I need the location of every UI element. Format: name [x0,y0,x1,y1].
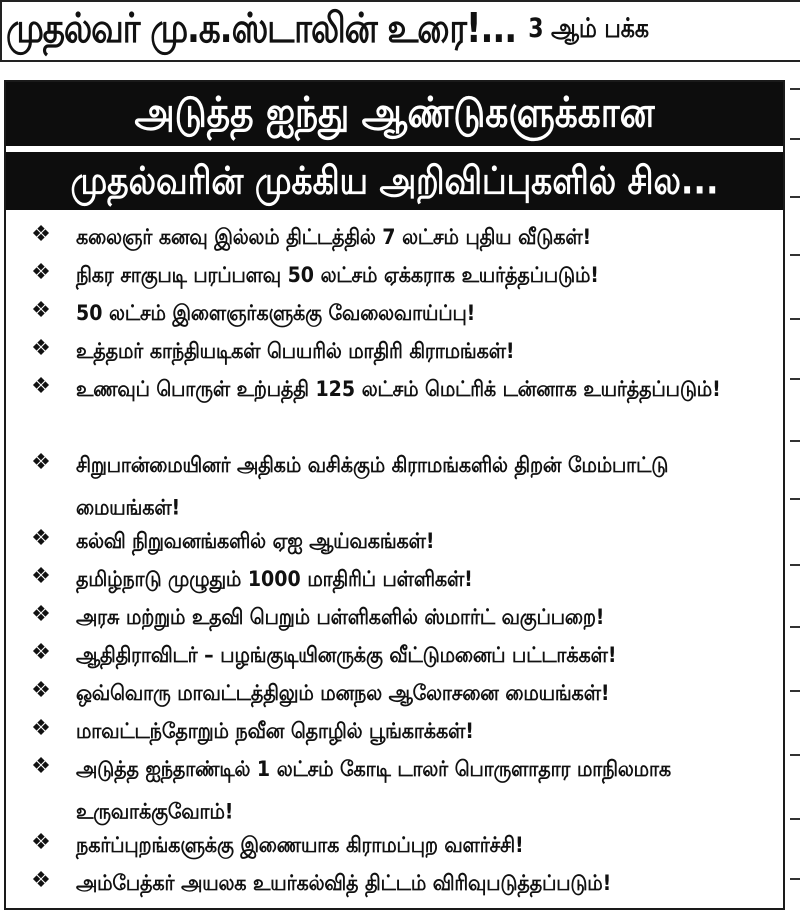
list-item-text: 50 லட்சம் இளைஞர்களுக்கு வேலைவாய்ப்பு! [76,300,476,326]
adjacent-column-fragment [790,138,800,140]
banner-heading-line-1 [6,82,783,146]
adjacent-column-fragment [790,440,800,442]
list-item [6,330,783,368]
list-item [6,444,783,520]
list-item-text: அடுத்த ஐந்தாண்டில் 1 லட்சம் கோடி டாலர் பொருளாதார மாநிலமாக உருவாக்குவோம்! [76,756,672,825]
list-item [6,862,783,900]
adjacent-column-edge [790,78,800,917]
diamond-bullet-icon: ❖ [31,640,51,665]
diamond-bullet-icon: ❖ [31,602,51,627]
banner-heading-line-2 [6,152,783,210]
list-item [6,596,783,634]
list-item-text: தமிழ்நாடு முழுதும் 1000 மாதிரிப் பள்ளிகள்! [76,566,473,592]
list-item [6,254,783,292]
headline-page-reference: 3 ஆம் பக்க [528,14,649,45]
adjacent-column-fragment [790,690,800,692]
list-item-text: ஆதிதிராவிடர் – பழங்குடியினருக்கு வீட்டுமனைப் பட்டாக்கள்! [76,642,617,668]
list-item-text: சிறுபான்மையினர் அதிகம் வசிக்கும் கிராமங்களில் திறன் மேம்பாட்டு மையங்கள்! [76,452,669,521]
diamond-bullet-icon: ❖ [31,374,51,399]
list-item [6,216,783,254]
list-item [6,368,783,406]
list-item [6,520,783,558]
list-item [6,672,783,710]
diamond-bullet-icon: ❖ [31,526,51,551]
list-item-text: நிகர சாகுபடி பரப்பளவு 50 லட்சம் ஏக்கராக உயர்த்தப்படும்! [76,262,599,288]
headline-title: முதல்வர் மு.க.ஸ்டாலின் உரை!... [6,4,517,53]
list-item [6,634,783,672]
diamond-bullet-icon: ❖ [31,716,51,741]
adjacent-column-fragment [790,818,800,820]
list-item [6,558,783,596]
list-item [6,292,783,330]
list-item-text: உத்தமர் காந்தியடிகள் பெயரில் மாதிரி கிராமங்கள்! [76,338,515,364]
list-item [6,710,783,748]
diamond-bullet-icon: ❖ [31,298,51,323]
list-item-text: மாவட்டந்தோறும் நவீன தொழில் பூங்காக்கள்! [76,718,474,744]
adjacent-column-fragment [790,254,800,256]
adjacent-column-fragment [790,626,800,628]
list-item-text: அம்பேத்கர் அயலக உயர்கல்வித் திட்டம் விரிவுபடுத்தப்படும்! [76,870,612,896]
list-item-text: ஒவ்வொரு மாவட்டத்திலும் மனநல ஆலோசனை மையங்கள்! [76,680,610,706]
diamond-bullet-icon: ❖ [31,336,51,361]
list-item [6,748,783,824]
list-item-text: கலைஞர் கனவு இல்லம் திட்டத்தில் 7 லட்சம் புதிய வீடுகள்! [76,224,592,250]
adjacent-column-fragment [790,564,800,566]
headline-strip [0,0,800,62]
banner-heading-text-2: முதல்வரின் முக்கிய அறிவிப்புகளில் சில... [70,158,719,203]
adjacent-column-fragment [790,378,800,380]
adjacent-column-fragment [790,196,800,198]
diamond-bullet-icon: ❖ [31,868,51,893]
adjacent-column-fragment [790,878,800,880]
diamond-bullet-icon: ❖ [31,260,51,285]
list-item [6,824,783,862]
diamond-bullet-icon: ❖ [31,830,51,855]
adjacent-column-fragment [790,88,800,90]
list-item-text: அரசு மற்றும் உதவி பெறும் பள்ளிகளில் ஸ்மார்ட் வகுப்பறை! [76,604,605,630]
adjacent-column-fragment [790,498,800,500]
diamond-bullet-icon: ❖ [31,450,51,475]
list-item-text: உணவுப் பொருள் உற்பத்தி 125 லட்சம் மெட்ரிக் டன்னாக உயர்த்தப்படும்! [76,376,721,402]
diamond-bullet-icon: ❖ [31,564,51,589]
adjacent-column-fragment [790,318,800,320]
diamond-bullet-icon: ❖ [31,754,51,779]
diamond-bullet-icon: ❖ [31,222,51,247]
list-item-text: கல்வி நிறுவனங்களில் ஏஐ ஆய்வகங்கள்! [76,528,435,554]
diamond-bullet-icon: ❖ [31,678,51,703]
announcements-box [4,80,785,910]
list-item-text: நகர்ப்புறங்களுக்கு இணையாக கிராமப்புற வளர்ச்சி! [76,832,524,858]
banner-heading-text-1: அடுத்த ஐந்து ஆண்டுகளுக்கான [134,89,655,137]
adjacent-column-fragment [790,754,800,756]
